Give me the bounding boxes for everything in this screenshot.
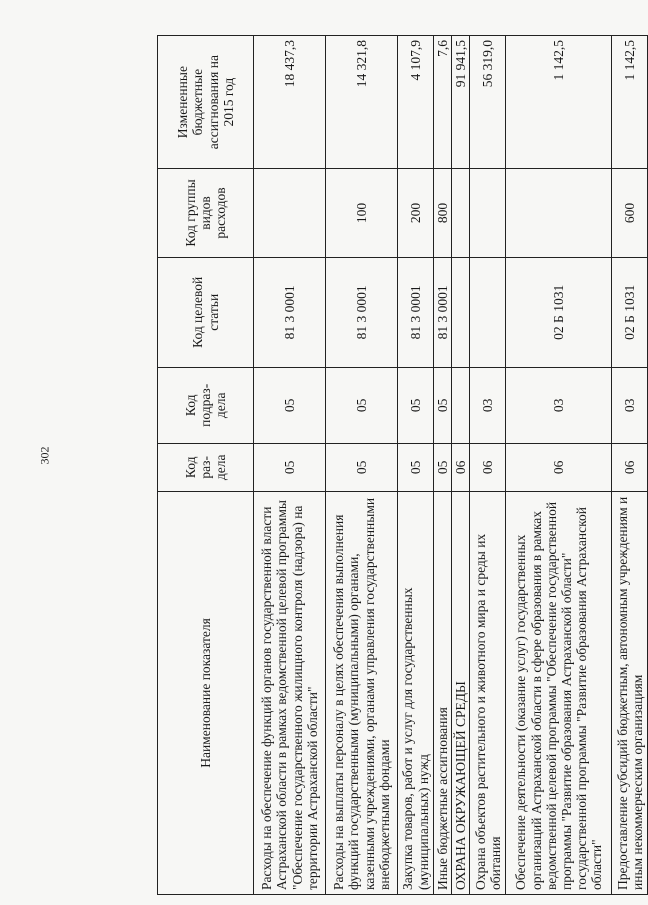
table-header-row: [158, 36, 254, 895]
row-name: Иные бюджетные ассигнования: [434, 491, 452, 894]
row-podrazdel: 05: [434, 367, 452, 443]
row-amount: 18 437,3: [254, 36, 326, 169]
row-statya: 02 Б 1031: [612, 257, 648, 367]
row-vid: [254, 169, 326, 257]
row-name: Расходы на обеспечение функций органов государственной власти Астраханской области в рамках ведомственной целевой программы "Обеспечение государственного жилищного контроля (надзора) на территории Астраханской области": [254, 491, 326, 894]
row-razdel: 05: [326, 443, 398, 491]
header-amount: Измененные бюджетные ассигнования на 2015 год: [158, 36, 254, 169]
table-row: [326, 36, 398, 895]
row-vid: [470, 169, 506, 257]
row-vid: [452, 169, 470, 257]
row-amount: 14 321,8: [326, 36, 398, 169]
table-row: [434, 36, 452, 895]
rotated-table-wrapper: [157, 35, 645, 895]
row-razdel: 06: [452, 443, 470, 491]
row-amount: 7,6: [434, 36, 452, 169]
header-statya: Код целевой статьи: [158, 257, 254, 367]
row-statya: 81 3 0001: [398, 257, 434, 367]
row-podrazdel: 05: [326, 367, 398, 443]
row-amount: 4 107,9: [398, 36, 434, 169]
row-razdel: 05: [254, 443, 326, 491]
row-name: Обеспечение деятельности (оказание услуг) государственных организаций Астраханской области в сфере образования в рамках ведомственной целевой программы "Обеспечение государственной программы "Развитие образования Астраханской области" государственной программы "Развитие образования Астраханской области": [506, 491, 612, 894]
row-name: Закупка товаров, работ и услуг для государственных (муниципальных) нужд: [398, 491, 434, 894]
row-vid: 800: [434, 169, 452, 257]
row-podrazdel: 05: [254, 367, 326, 443]
row-statya: 81 3 0001: [254, 257, 326, 367]
header-podrazdel: Код подраз-дела: [158, 367, 254, 443]
budget-table: [157, 35, 648, 895]
row-podrazdel: 03: [506, 367, 612, 443]
row-amount: 1 142,5: [506, 36, 612, 169]
row-vid: 100: [326, 169, 398, 257]
page-number: 302: [37, 446, 52, 465]
row-podrazdel: 03: [470, 367, 506, 443]
row-podrazdel: 05: [398, 367, 434, 443]
row-razdel: 05: [398, 443, 434, 491]
table-row: [254, 36, 326, 895]
row-name: Предоставление субсидий бюджетным, автономным учреждениям и иным некоммерческим организациям: [612, 491, 648, 894]
table-row: [612, 36, 648, 895]
table-row: [398, 36, 434, 895]
row-razdel: 06: [470, 443, 506, 491]
row-amount: 91 941,5: [452, 36, 470, 169]
row-razdel: 06: [612, 443, 648, 491]
row-statya: [470, 257, 506, 367]
header-vid: Код группы видов расходов: [158, 169, 254, 257]
row-statya: 81 3 0001: [434, 257, 452, 367]
row-name: ОХРАНА ОКРУЖАЮЩЕЙ СРЕДЫ: [452, 491, 470, 894]
row-vid: 200: [398, 169, 434, 257]
row-statya: 02 Б 1031: [506, 257, 612, 367]
table-row: [470, 36, 506, 895]
row-vid: 600: [612, 169, 648, 257]
row-statya: [452, 257, 470, 367]
row-name: Расходы на выплаты персоналу в целях обеспечения выполнения функций государственными (муниципальными) органами, казенными учреждениями, органами управления государственными внебюджетными фондами: [326, 491, 398, 894]
row-amount: 1 142,5: [612, 36, 648, 169]
row-razdel: 05: [434, 443, 452, 491]
row-razdel: 06: [506, 443, 612, 491]
row-statya: 81 3 0001: [326, 257, 398, 367]
row-podrazdel: [452, 367, 470, 443]
table-row: [452, 36, 470, 895]
row-amount: 56 319,0: [470, 36, 506, 169]
row-name: Охрана объектов растительного и животного мира и среды их обитания: [470, 491, 506, 894]
header-razdel: Код раз-дела: [158, 443, 254, 491]
row-podrazdel: 03: [612, 367, 648, 443]
header-name: Наименование показателя: [158, 491, 254, 894]
table-row: [506, 36, 612, 895]
row-vid: [506, 169, 612, 257]
